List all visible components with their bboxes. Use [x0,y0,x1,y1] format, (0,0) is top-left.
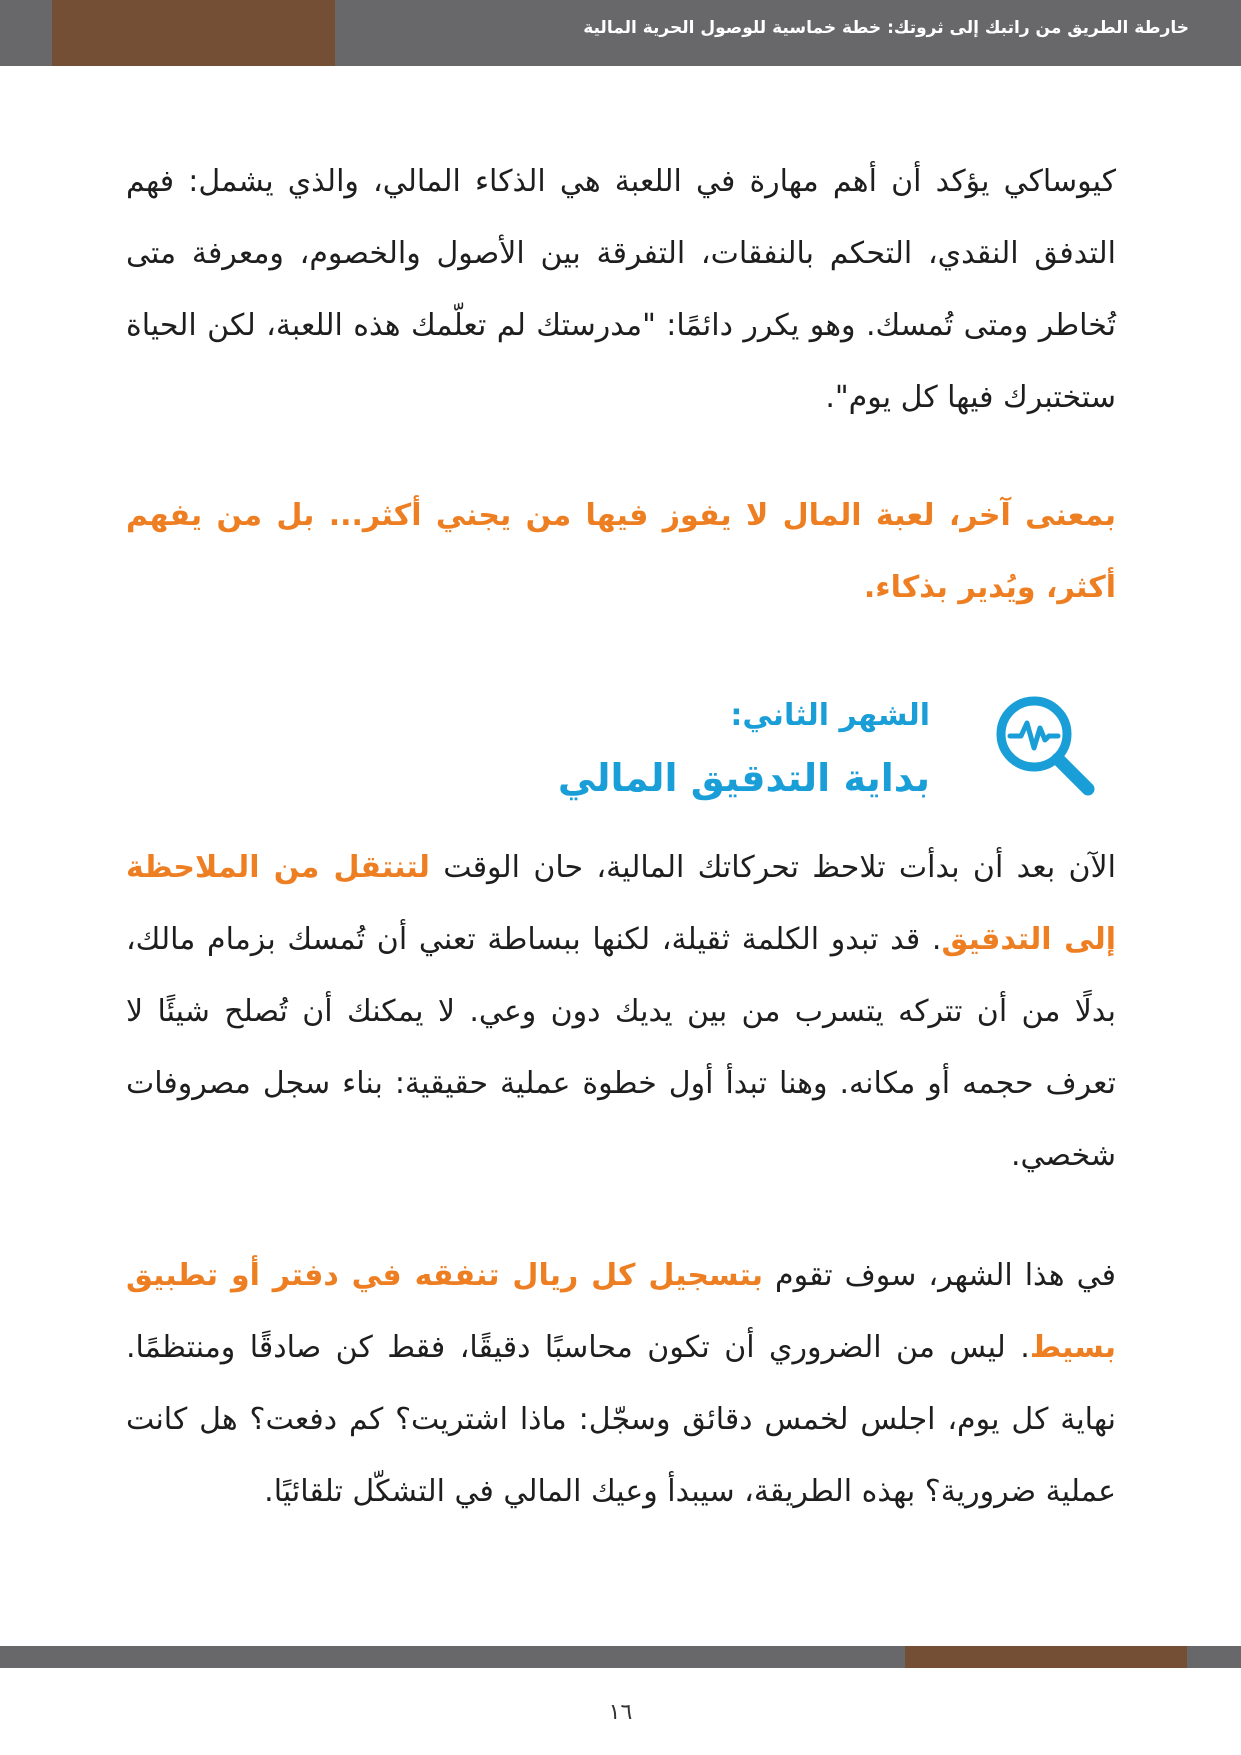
search-analytics-icon [988,690,1100,802]
section-title: بداية التدقيق المالي [557,756,930,800]
body-paragraph-4 [126,1240,1116,1528]
running-header-title: خارطة الطريق من راتبك إلى ثروتك: خطة خماسية للوصول الحرية المالية [583,18,1189,38]
paragraph-text [126,1240,1116,1528]
section-heading [558,686,930,810]
inline-highlight: بتسجيل كل ريال تنفقه في دفتر أو تطبيق بسيط [126,1258,1116,1365]
header-accent-block [52,0,335,66]
paragraph-part: الآن بعد أن بدأت تلاحظ تحركاتك المالية، حان الوقت [429,850,1116,885]
paragraph-text: كيوساكي يؤكد أن أهم مهارة في اللعبة هي الذكاء المالي، والذي يشمل: فهم التدفق النقدي، التحكم بالنفقات، التفرقة بين الأصول والخصوم، ومعرفة متى تُخاطر ومتى تُمسك. وهو يكرر دائمًا: "مدرستك لم تعلّمك هذه اللعبة، لكن الحياة ستختبرك فيها كل يوم". [126,164,1116,415]
body-paragraph-3 [126,832,1116,1192]
paragraph-part: . قد تبدو الكلمة ثقيلة، لكنها ببساطة تعني أن تُمسك بزمام مالك، بدلًا من أن تتركه يتسرب من بين يديك دون وعي. لا يمكنك أن تُصلح شيئًا لا تعرف حجمه أو مكانه. وهنا تبدأ أول خطوة عملية حقيقية: بناء سجل مصروفات شخصي. [126,922,1116,1173]
highlight-text: بمعنى آخر، لعبة المال لا يفوز فيها من يجني أكثر... بل من يفهم أكثر، ويُدير بذكاء. [126,498,1116,605]
paragraph-part: في هذا الشهر، سوف تقوم [763,1258,1116,1293]
highlight-paragraph [126,480,1116,624]
section-kicker: الشهر الثاني: [730,698,930,733]
paragraph-part: . ليس من الضروري أن تكون محاسبًا دقيقًا، فقط كن صادقًا ومنتظمًا. نهاية كل يوم، اجلس لخمس دقائق وسجّل: ماذا اشتريت؟ كم دفعت؟ هل كانت عملية ضرورية؟ بهذه الطريقة، سيبدأ وعيك المالي في التشكّل تلقائيًا. [126,1330,1116,1509]
footer-accent-block [905,1646,1187,1668]
page-number: ١٦ [608,1700,633,1725]
inline-highlight: لتنتقل من الملاحظة إلى التدقيق [126,850,1116,957]
body-paragraph-1 [126,146,1116,434]
paragraph-text [126,832,1116,1192]
